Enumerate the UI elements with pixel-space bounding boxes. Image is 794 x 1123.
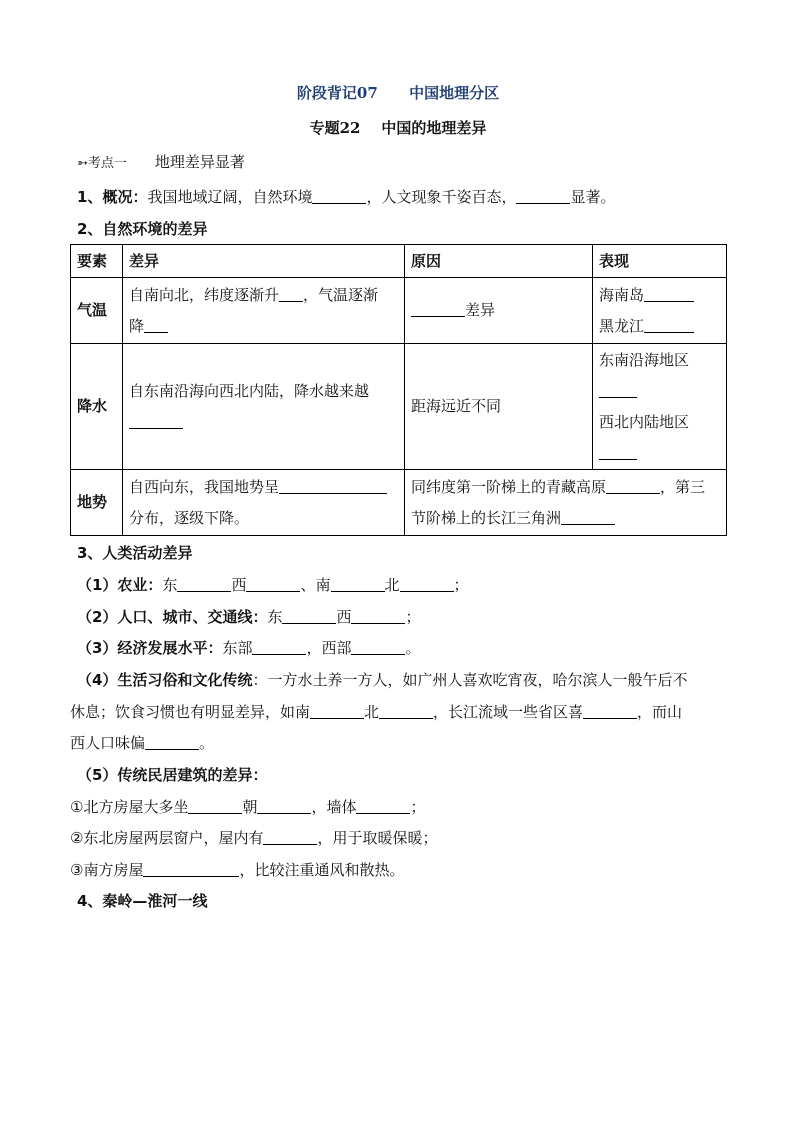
row-label: 降水 [71,344,123,470]
blank [177,576,231,592]
show-cell [593,344,727,470]
house-line-1 [70,797,426,817]
line-text: 东 [162,576,178,594]
table-header-cell: 原因 [405,245,593,278]
custom-line-1 [77,670,687,690]
econ-label: （3）经济发展水平： [77,639,223,657]
line-text: ，西部 [306,639,352,657]
blank [279,478,387,494]
row-label: 地势 [71,470,123,536]
table-header-cell: 差异 [123,245,405,278]
blank [144,317,168,333]
custom-line-3 [70,733,214,753]
line-text: ，用于取暖保暖； [317,829,438,847]
line-text: 东 [267,608,283,626]
diff-cell [123,278,405,344]
blank [356,798,410,814]
house-line-3 [70,860,404,880]
blank [252,639,306,655]
pop-label: （2）人口、城市、交通线： [77,608,268,626]
reason-cell [405,470,727,536]
line-text: 、南 [300,576,331,594]
blank [351,608,405,624]
environment-table [70,244,727,536]
custom-line-2 [70,702,682,722]
cell-text: 自东南沿海向西北内陆，降水越来越 [129,381,370,400]
blank [644,286,694,302]
line-text: ； [410,798,426,816]
line-text: 。 [405,639,421,657]
blank [188,798,242,814]
blank [145,734,199,750]
econ-line [77,638,421,658]
agri-line [77,575,469,595]
line-text: ：一方水土养一方人，如广州人喜欢吃宵夜，哈尔滨人一般午后不 [252,671,688,689]
line-text: 朝 [242,798,258,816]
blank [282,608,336,624]
cell-text: 自西向东，我国地势呈 [129,477,280,496]
table-header-cell: 表现 [593,245,727,278]
blank [351,639,405,655]
section-1-text: 我国地域辽阔，自然环境 [147,188,313,206]
table-row [71,470,727,536]
agri-label: （1）农业： [77,576,163,594]
table-header-row [71,245,727,278]
cell-text: ，第三 [660,477,706,496]
kaodian-topic: 地理差异显著 [154,153,245,171]
cell-text: 节阶梯上的长江三角洲 [411,508,562,527]
cell-text: 差异 [465,301,496,319]
blank [129,413,183,429]
custom-label: （4）生活习俗和文化传统 [77,671,253,689]
blank [379,703,433,719]
line-text: ，墙体 [311,798,357,816]
page-title: 阶段背记07 中国地理分区 [296,84,500,102]
section-1-text: ，人文现象千姿百态， [366,188,517,206]
line-text: ，而山 [637,703,683,721]
pop-line [77,607,421,627]
blank [143,861,239,877]
line-text: 西 [231,576,247,594]
cell-text: 同纬度第一阶梯上的青藏高原 [411,477,607,496]
blank [331,576,385,592]
diff-cell [123,344,405,470]
line-text: 西人口味偏 [70,734,146,752]
cell-text: 东南沿海地区 [599,350,690,369]
blank [400,576,454,592]
blank [411,301,465,317]
line-text: ③南方房屋 [70,861,144,879]
cell-text: 西北内陆地区 [599,412,690,431]
reason-cell: 距海远近不同 [405,344,593,470]
section-1 [77,187,616,207]
cell-text: 海南岛 [599,285,645,304]
cell-text: 黑龙江 [599,316,645,335]
blank [644,317,694,333]
section-1-text: 显著。 [570,188,616,206]
section-1-label: 概况： [102,188,148,206]
house-line-2 [70,828,437,848]
house-heading: （5）传统民居建筑的差异： [77,766,268,784]
blank [257,798,311,814]
line-text: ； [405,608,421,626]
cell-text: ，气温逐渐 [303,285,379,304]
kaodian-line [77,152,245,174]
line-text: ，长江流域一些省区喜 [433,703,584,721]
line-text: 北 [364,703,380,721]
blank [516,188,570,204]
blank [599,444,637,460]
row-label: 气温 [71,278,123,344]
blank [561,509,615,525]
blank [606,478,660,494]
kaodian-label: ➳考点一 [77,156,127,171]
show-cell [593,278,727,344]
blank [310,703,364,719]
blank [279,286,303,302]
table-header-cell: 要素 [71,245,123,278]
cell-text: 自南向北，纬度逐渐升 [129,285,280,304]
table-row [71,344,727,470]
section-1-num: 1、 [77,188,103,206]
line-text: ②东北房屋两层窗户，屋内有 [70,829,264,847]
blank [312,188,366,204]
section-2-heading: 2、自然环境的差异 [77,220,208,238]
line-text: 西 [336,608,352,626]
section-3-heading: 3、人类活动差异 [77,544,193,562]
line-text: 。 [199,734,215,752]
blank [263,829,317,845]
blank [583,703,637,719]
table-row [71,278,727,344]
line-text: 东部 [222,639,253,657]
reason-cell [405,278,593,344]
diff-cell [123,470,405,536]
section-4-heading: 4、秦岭—淮河一线 [77,892,208,910]
cell-text: 分布，逐级下降。 [129,508,250,527]
page-subtitle: 专题22 中国的地理差异 [309,119,487,137]
blank [246,576,300,592]
cell-text: 降 [129,316,145,335]
line-text: 休息；饮食习惯也有明显差异，如南 [70,703,311,721]
line-text: 北 [384,576,400,594]
line-text: ； [453,576,469,594]
line-text: ，比较注重通风和散热。 [239,861,405,879]
line-text: ①北方房屋大多坐 [70,798,189,816]
blank [599,382,637,398]
